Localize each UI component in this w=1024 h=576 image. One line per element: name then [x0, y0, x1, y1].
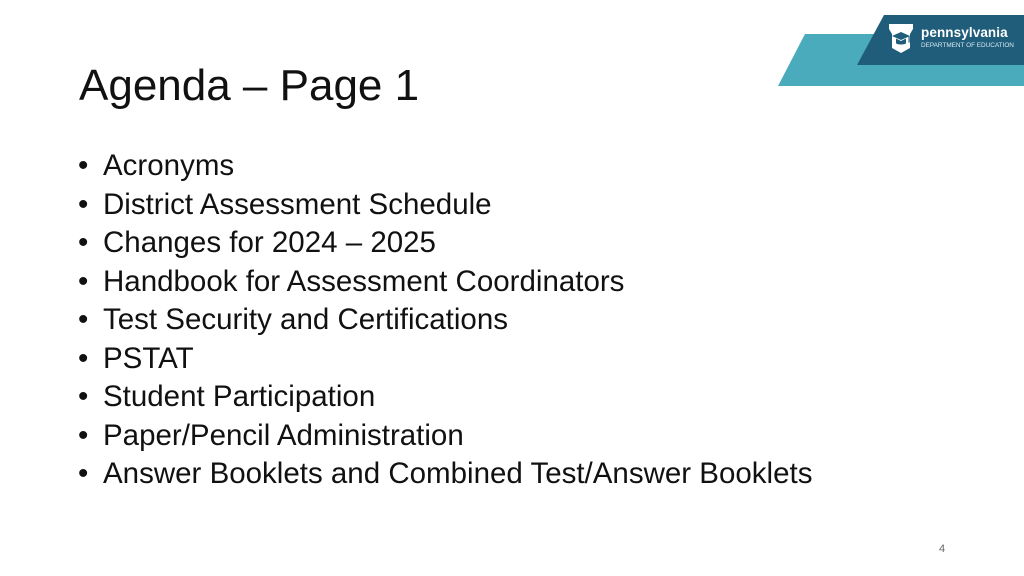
keystone-graduation-cap-icon: [886, 22, 916, 54]
header-banner: [857, 15, 1024, 65]
agenda-item: • Test Security and Certifications: [78, 301, 812, 340]
agenda-item: • PSTAT: [78, 340, 812, 379]
agenda-item: • Acronyms: [78, 147, 812, 186]
agenda-item: • Handbook for Assessment Coordinators: [78, 263, 812, 302]
agenda-item: • Answer Booklets and Combined Test/Answer Booklets: [78, 455, 812, 494]
agenda-item: • Changes for 2024 – 2025: [78, 224, 812, 263]
agenda-item: • Student Participation: [78, 378, 812, 417]
org-name: pennsylvania: [921, 25, 1008, 40]
agenda-item: • Paper/Pencil Administration: [78, 417, 812, 456]
agenda-item: • District Assessment Schedule: [78, 186, 812, 225]
agenda-list: [78, 147, 812, 494]
slide-title: Agenda – Page 1: [79, 61, 420, 110]
org-department: DEPARTMENT OF EDUCATION: [921, 42, 1014, 49]
page-number: 4: [938, 543, 946, 555]
